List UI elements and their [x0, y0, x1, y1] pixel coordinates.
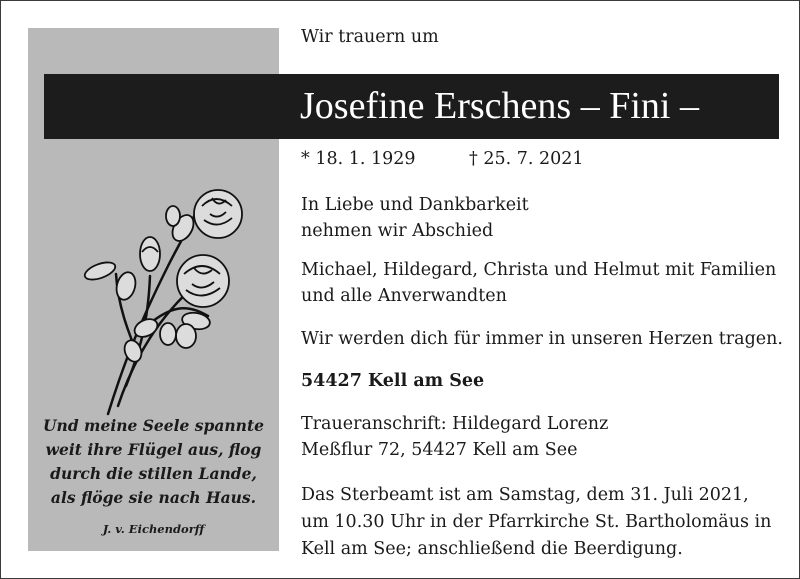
quote-author: J. v. Eichendorff	[102, 522, 205, 536]
quote-line: durch die stillen Lande,	[50, 464, 257, 483]
name-banner	[44, 74, 779, 139]
memory-text: Wir werden dich für immer in unseren Herzen tragen.	[301, 329, 783, 349]
farewell-line: nehmen wir Abschied	[301, 221, 494, 241]
mourners-line: und alle Anverwandten	[301, 286, 507, 306]
farewell-line: In Liebe und Dankbarkeit	[301, 195, 529, 215]
address-line: Meßflur 72, 54427 Kell am See	[301, 440, 578, 460]
service-line: Das Sterbeamt ist am Samstag, dem 31. Juli 2021,	[301, 485, 749, 505]
mourners-line: Michael, Hildegard, Christa und Helmut mit Familien	[301, 260, 777, 280]
deceased-name: Josefine Erschens – Fini –	[300, 85, 699, 127]
quote-line: weit ihre Flügel aus, flog	[45, 440, 262, 459]
rose-illustration	[78, 156, 248, 416]
death-date: † 25. 7. 2021	[469, 149, 584, 169]
address-line: Traueranschrift: Hildegard Lorenz	[301, 414, 609, 434]
intro-text: Wir trauern um	[301, 27, 439, 47]
quote-line: Und meine Seele spannte	[43, 416, 264, 435]
quote-line: als flöge sie nach Haus.	[50, 488, 257, 507]
birth-date: * 18. 1. 1929	[301, 149, 416, 169]
place-text: 54427 Kell am See	[301, 371, 485, 391]
quote	[28, 414, 279, 510]
service-line: Kell am See; anschließend die Beerdigung.	[301, 539, 683, 559]
service-line: um 10.30 Uhr in der Pfarrkirche St. Bartholomäus in	[301, 512, 772, 532]
